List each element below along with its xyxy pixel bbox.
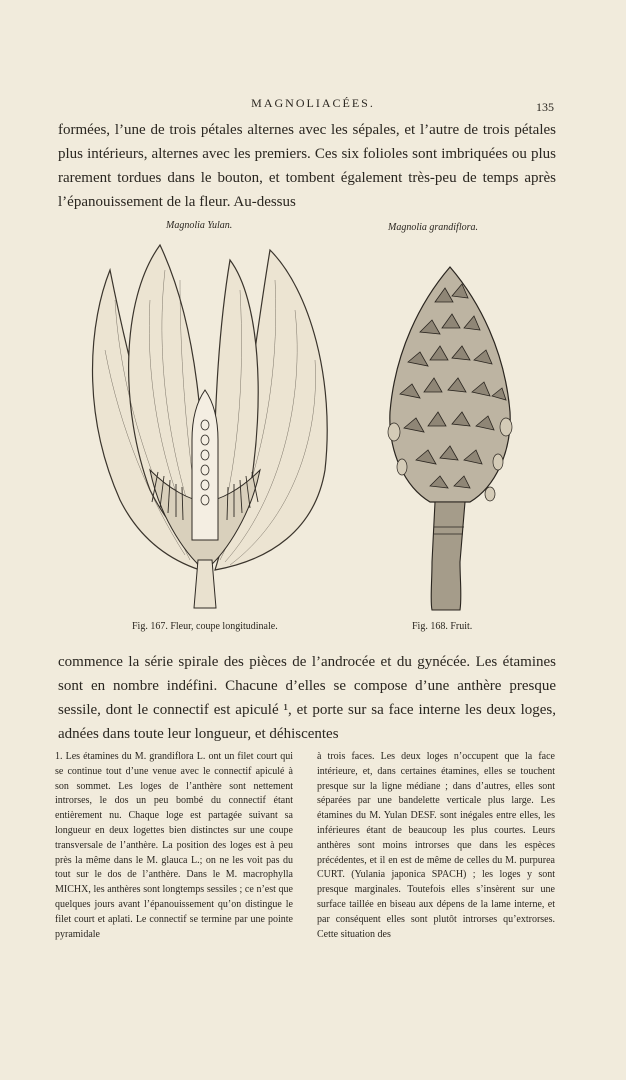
footnote-right-text: à trois faces. Les deux loges n’occupent que la face intérieure, et, dans certaines étamines, elles se touchent presque sur la ligne médiane ; dans d’autres, elles sont séparées par une bandelette verticale plus large. Les étamines du M. Yulan DESF. sont inégales entre elles, les inférieures étant de beaucoup les plus courtes. Leurs anthères sont moins introrses que dans les espèces précédentes, et il en est de même de celles du M. purpurea CURT. (Yulania japonica SPACH) ; les loges y sont presque marginales. Toutefois elles s’insèrent sur une surface taillée en biseau aux dépens de la lame interne, et par conséquent elles sont plutôt introrses qu’extrorses. Cette situation des bbox=[317, 751, 555, 940]
paragraph-top bbox=[58, 118, 556, 214]
figure-left-caption: Fig. 167. Fleur, coupe longitudinale. bbox=[132, 621, 278, 632]
running-title: MAGNOLIACÉES. bbox=[251, 96, 375, 110]
figure-left-name: Magnolia Yulan. bbox=[166, 220, 233, 231]
paragraph-bottom-text: commence la série spirale des pièces de l’androcée et du gynécée. Les étamines sont en nombre indéfini. Chacune d’elles se compose d’une anthère presque sessile, dont le connectif est apiculé ¹, et porte sur sa face interne les deux loges, adnées dans toute leur longueur, et déhiscentes bbox=[58, 654, 556, 742]
footnote-column-left bbox=[55, 750, 293, 942]
page-number: 135 bbox=[536, 100, 554, 114]
magnolia-flower-illustration bbox=[80, 240, 340, 610]
figure-right-caption: Fig. 168. Fruit. bbox=[412, 621, 473, 632]
paragraph-top-text: formées, l’une de trois pétales alternes avec les sépales, et l’autre de trois pétales plus intérieurs, alternes avec les premiers. Ces six folioles sont imbriquées ou plus rarement tordues dans le bouton, et tombent également très-peu de temps après l’épanouissement de la fleur. Au-dessus bbox=[58, 122, 556, 210]
footnote-left-text: 1. Les étamines du M. grandiflora L. ont un filet court qui se continue tout d’une venue avec le connectif apiculé à son sommet. Les loges de l’anthère sont nettement introrses, le dos un peu bombé du connectif étant entièrement nu. Chaque loge est partagée suivant sa longueur en deux logettes bien distinctes sur une coupe transversale de l’anthère. La position des loges est à peu près la même dans le M. glauca L.; on ne les voit pas du tout sur le dos de l’anthère. Dans le M. macrophylla MICHX, les anthères sont longtemps sessiles ; ce n’est que quelques jours avant l’épanouissement qu’on distingue le filet court et aplati. Le connectif se termine par une pointe pyramidale bbox=[55, 751, 293, 940]
figure-right-name: Magnolia grandiflora. bbox=[388, 222, 479, 233]
footnote-column-right bbox=[317, 750, 555, 942]
paragraph-bottom bbox=[58, 650, 556, 746]
footnotes bbox=[55, 750, 555, 942]
magnolia-fruit-illustration bbox=[380, 262, 520, 612]
